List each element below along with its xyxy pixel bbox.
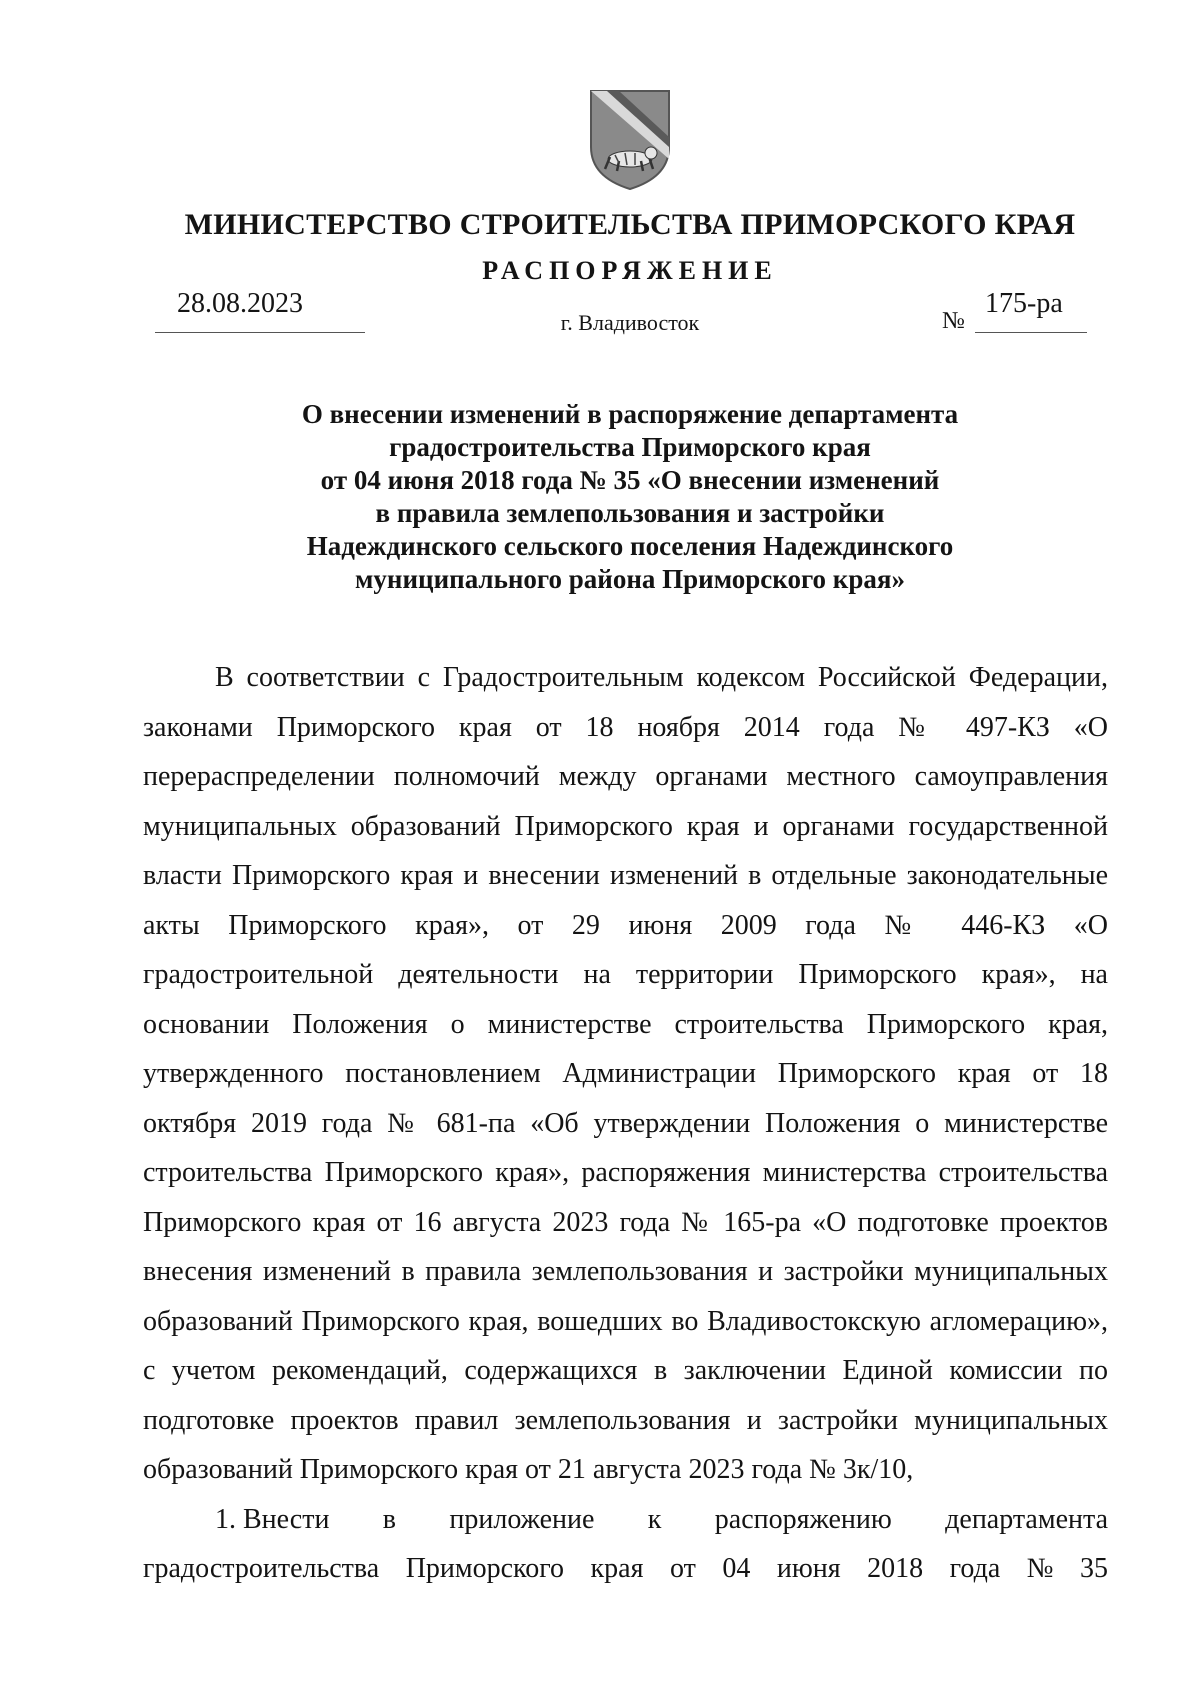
- item-1-line-2: градостроительства Приморского края от 04 июня 2018 года № 35: [143, 1553, 1108, 1584]
- item-1-line-1: 1. Внести в приложение к распоряжению департамента: [215, 1503, 1108, 1535]
- document-date: 28.08.2023: [177, 288, 303, 319]
- title-line: градостроительства Приморского края: [389, 432, 871, 462]
- document-title: [0, 398, 1200, 596]
- title-line: муниципального района Приморского края»: [355, 564, 905, 594]
- document-number: 175-ра: [985, 288, 1063, 319]
- date-field: [155, 288, 365, 333]
- coat-of-arms-emblem: [585, 85, 675, 193]
- title-line: О внесении изменений в распоряжение департамента: [301, 399, 959, 429]
- document-body: [143, 653, 1108, 1594]
- title-line: от 04 июня 2018 года № 35 «О внесении изменений: [320, 465, 940, 495]
- number-sign: №: [942, 308, 965, 334]
- document-type: РАСПОРЯЖЕНИЕ: [482, 256, 778, 285]
- preamble-paragraph: В соответствии с Градостроительным кодексом Российской Федерации, законами Приморского края от 18 ноября 2014 года № 497-КЗ «О перераспределении полномочий между органами местного самоуправления муниципальных образований Приморского края и органами государственной власти Приморского края и внесении изменений в отдельные законодательные акты Приморского края», от 29 июня 2009 года № 446-КЗ «О градостроительной деятельности на территории Приморского края», на основании Положения о министерстве строительства Приморского края, утвержденного постановлением Администрации Приморского края от 18 октября 2019 года № 681-па «Об утверждении Положения о министерстве строительства Приморского края», распоряжения министерства строительства Приморского края от 16 августа 2023 года № 165-ра «О подготовке проектов внесения изменений в правила землепользования и застройки муниципальных образований Приморского края, вошедших во Владивостокскую агломерацию», с учетом рекомендаций, содержащихся в заключении Единой комиссии по подготовке проектов правил землепользования и застройки муниципальных образований Приморского края от 21 августа 2023 года № 3к/10,: [143, 662, 1108, 1485]
- ministry-name: МИНИСТЕРСТВО СТРОИТЕЛЬСТВА ПРИМОРСКОГО КРАЯ: [184, 208, 1076, 241]
- number-field: [975, 288, 1087, 333]
- title-line: Надеждинского сельского поселения Надеждинского: [306, 531, 954, 561]
- title-line: в правила землепользования и застройки: [375, 498, 885, 528]
- city: г. Владивосток: [560, 310, 700, 335]
